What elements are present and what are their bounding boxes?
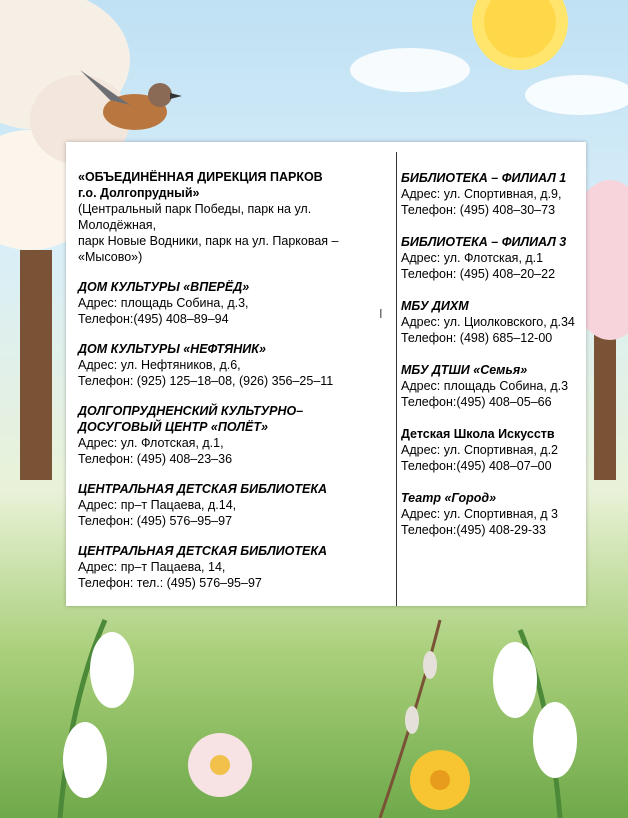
entry-line: «Мысово») [78,250,143,264]
entry-address: Адрес: ул. Спортивная, д.2 [401,443,559,457]
entry-childrens-art-school [401,426,581,474]
entry-phone: Телефон: (495) 408–30–73 [401,203,556,217]
entry-central-childrens-library-2 [78,543,378,591]
entry-dk-neftyanik [78,341,378,389]
snowdrops-left [60,620,134,818]
entry-address: Адрес: ул. Циолковского, д.34 [401,315,575,329]
entry-address: Адрес: ул. Нефтяников, д.6, [78,358,241,372]
entry-title: ДОЛГОПРУДНЕНСКИЙ КУЛЬТУРНО– [78,404,304,418]
entry-title: ДОМ КУЛЬТУРЫ «НЕФТЯНИК» [78,342,266,356]
sun-icon [472,0,568,70]
entry-title: Детская Школа Искусств [401,427,555,441]
entry-phone: Телефон: (495) 576–95–97 [78,514,233,528]
entry-phone: Телефон:(495) 408–89–94 [78,312,229,326]
snowdrops-right [493,630,577,818]
entry-title: МБУ ДТШИ «Семья» [401,363,528,377]
entry-title: ДОМ КУЛЬТУРЫ «ВПЕРЁД» [78,280,250,294]
entry-phone: Телефон: (495) 408–20–22 [401,267,556,281]
entry-park-directorate [78,169,378,265]
text-cursor-icon: I [379,306,383,321]
entry-address: Адрес: пр–т Пацаева, 14, [78,560,226,574]
entry-title: г.о. Долгопрудный» [78,186,200,200]
entry-theatre-gorod [401,490,581,538]
crocus-flower [188,733,252,797]
entry-phone: Телефон:(495) 408-29-33 [401,523,546,537]
entry-title: Театр «Город» [401,491,497,505]
entry-address: Адрес: пр–т Пацаева, д.14, [78,498,237,512]
right-column [401,170,581,554]
entry-address: Адрес: площадь Собина, д.3, [78,296,249,310]
left-column [78,169,378,605]
entry-phone: Телефон:(495) 408–05–66 [401,395,552,409]
entry-phone: Телефон: (498) 685–12-00 [401,331,553,345]
entry-address: Адрес: ул. Спортивная, д 3 [401,507,559,521]
entry-title: ДОСУГОВЫЙ ЦЕНТР «ПОЛЁТ» [78,420,268,434]
entry-mbu-dtshi-semya [401,362,581,410]
entry-dk-vperyod [78,279,378,327]
entry-title: БИБЛИОТЕКА – ФИЛИАЛ 1 [401,171,567,185]
entry-kdc-polyot [78,403,378,467]
entry-address: Адрес: ул. Флотская, д.1, [78,436,224,450]
entry-library-branch-3 [401,234,581,282]
entry-line: Молодёжная, [78,218,157,232]
entry-address: Адрес: ул. Спортивная, д.9, [401,187,562,201]
column-divider [396,152,397,606]
entry-address: Адрес: ул. Флотская, д.1 [401,251,544,265]
entry-title: МБУ ДИХМ [401,299,469,313]
entry-mbu-dikhm [401,298,581,346]
entry-title: БИБЛИОТЕКА – ФИЛИАЛ 3 [401,235,567,249]
entry-title: ЦЕНТРАЛЬНАЯ ДЕТСКАЯ БИБЛИОТЕКА [78,482,328,496]
entry-phone: Телефон:(495) 408–07–00 [401,459,552,473]
entry-phone: Телефон: тел.: (495) 576–95–97 [78,576,262,590]
contacts-card [66,142,586,606]
entry-title: ЦЕНТРАЛЬНАЯ ДЕТСКАЯ БИБЛИОТЕКА [78,544,328,558]
yellow-flower [410,750,470,810]
entry-title: «ОБЪЕДИНЁННАЯ ДИРЕКЦИЯ ПАРКОВ [78,170,323,184]
entry-line: парк Новые Водники, парк на ул. Парковая – [78,234,339,248]
entry-library-branch-1 [401,170,581,218]
entry-line: (Центральный парк Победы, парк на ул. [78,202,312,216]
entry-central-childrens-library-1 [78,481,378,529]
entry-phone: Телефон: (495) 408–23–36 [78,452,233,466]
entry-phone: Телефон: (925) 125–18–08, (926) 356–25–11 [78,374,334,388]
entry-address: Адрес: площадь Собина, д.3 [401,379,569,393]
